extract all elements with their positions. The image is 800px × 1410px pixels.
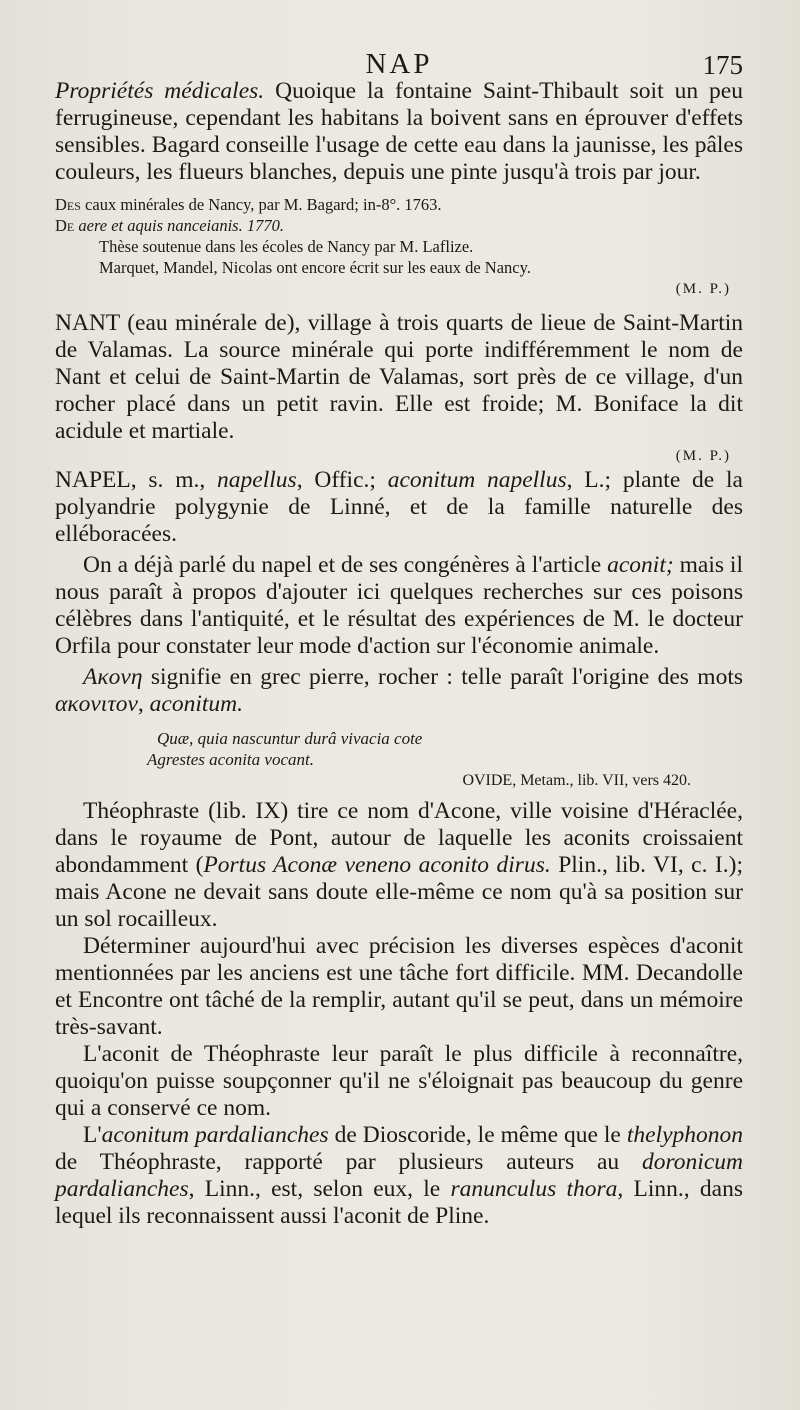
- entry-text: NAPEL, s. m.,: [55, 467, 218, 493]
- paragraph-italic: aconitum.: [149, 691, 244, 717]
- paragraph-italic: aconit;: [607, 552, 674, 578]
- verse-line-1: Quæ, quia nascuntur durâ vivacia cote: [157, 729, 423, 748]
- entry-text: , L.; plante de la polyandrie polygynie de Linné, et de la famille naturelle des elléboracées.: [55, 467, 743, 547]
- paragraph-text: de Dioscoride, le même que le: [328, 1122, 627, 1148]
- author-signature: (M. P.): [675, 448, 731, 464]
- paragraph-aconit-theophraste: L'aconit de Théophraste leur paraît le plus difficile à reconnaître, quoiqu'on puisse soupçonner qu'il ne s'éloignait pas beaucoup du genre qui a conservé ce nom.: [55, 1041, 743, 1121]
- paragraph-text: , Linn., dans lequel ils reconnaissent aussi l'aconit de Pline.: [55, 1176, 743, 1229]
- paragraph-theophraste: [55, 798, 743, 933]
- reference-lead: Des: [55, 195, 81, 214]
- paragraph-aconit: [55, 552, 743, 660]
- paragraph-italic: aconitum pardalianches: [101, 1122, 329, 1148]
- page-body: [55, 78, 743, 1230]
- paragraph-text: de Théophraste, rapporté par plusieurs auteurs au: [55, 1149, 643, 1175]
- reference-marquet: Marquet, Mandel, Nicolas ont encore écrit sur les eaux de Nancy.: [99, 258, 531, 277]
- entry-napel: [55, 467, 743, 548]
- paragraph-italic: doronicum pardalianches: [55, 1149, 743, 1202]
- greek-word: ακονιτον: [55, 691, 138, 717]
- reference-text: caux minérales de Nancy, par M. Bagard; in-8°. 1763.: [80, 195, 442, 214]
- reference-text: aere et aquis nanceianis. 1770.: [74, 216, 284, 235]
- paragraph-determiner: Déterminer aujourd'hui avec précision les diverses espèces d'aconit mentionnées par les anciens est une tâche fort difficile. MM. Decandolle et Encontre ont tâché de la remplir, autant qu'il se peut, dans un mémoire très-savant.: [55, 933, 743, 1040]
- paragraph-text: ,: [137, 691, 150, 717]
- paragraph-text: Plin., lib. VI, c. I.); mais Acone ne devait sans doute elle-même ce nom qu'à sa position sur un sol rocailleux.: [55, 852, 743, 932]
- entry-nant: NANT (eau minérale de), village à trois quarts de lieue de Saint-Martin de Valamas. La source minérale qui porte indifféremment le nom de Nant et celui de Saint-Martin de Valamas, sort près de ce village, d'un rocher placé dans un petit ravin. Elle est froide; M. Boniface la dit acidule et martiale.: [55, 310, 743, 444]
- paragraph-lead: Propriétés médicales.: [55, 78, 265, 104]
- author-signature: (M. P.): [675, 281, 731, 297]
- paragraph-text: signifie en grec pierre, rocher : telle paraît l'origine des mots: [142, 664, 743, 690]
- reference-lead: De: [55, 216, 75, 235]
- entry-text: , Offic.;: [296, 467, 388, 493]
- paragraph-text: , Linn., est, selon eux, le: [188, 1176, 451, 1202]
- reference-these: Thèse soutenue dans les écoles de Nancy par M. Laflize.: [99, 237, 474, 256]
- paragraph-text: L': [83, 1122, 102, 1148]
- verse-line-2: Agrestes aconita vocant.: [147, 750, 314, 769]
- paragraph-text: Théophraste (lib. IX) tire ce nom d'Acone, ville voisine d'Héraclée, dans le royaume de Pont, autour de laquelle les aconits croissaient abondamment (: [55, 798, 743, 878]
- paragraph-text: mais il nous paraît à propos d'ajouter ici quelques recherches sur ces poisons célèbres dans l'antiquité, et le résultat des expériences de M. le docteur Orfila pour constater leur mode d'action sur l'économie animale.: [55, 552, 743, 659]
- paragraph-italic: ranunculus thora: [450, 1176, 618, 1202]
- paragraph-italic: thelyphonon: [626, 1122, 743, 1148]
- reference-aere: [55, 215, 743, 236]
- paragraph-text: Quoique la fontaine Saint-Thibault soit un peu ferrugineuse, cependant les habitans la boivent sans en éprouver d'effets sensibles. Bagard conseille l'usage de cette eau dans la jaunisse, les pâles couleurs, les flueurs blanches, depuis une pinte jusqu'à trois par jour.: [55, 78, 743, 185]
- running-head: NAP: [365, 48, 433, 80]
- paragraph-italic: Portus Aconæ veneno aconito dirus.: [203, 852, 551, 878]
- paragraph-proprietes: [55, 78, 743, 186]
- paragraph-text: On a déjà parlé du napel et de ses congénères à l'article: [83, 552, 608, 578]
- paragraph-pardalianches: [55, 1122, 743, 1230]
- verse-citation: OVIDE, Metam., lib. VII, vers 420.: [462, 772, 691, 789]
- page-number: 175: [702, 50, 743, 80]
- greek-word: Ακονη: [83, 664, 143, 690]
- reference-bagard: [55, 194, 743, 215]
- entry-italic: aconitum napellus: [387, 467, 567, 493]
- entry-italic: napellus: [217, 467, 297, 493]
- paragraph-etymology: [55, 664, 743, 718]
